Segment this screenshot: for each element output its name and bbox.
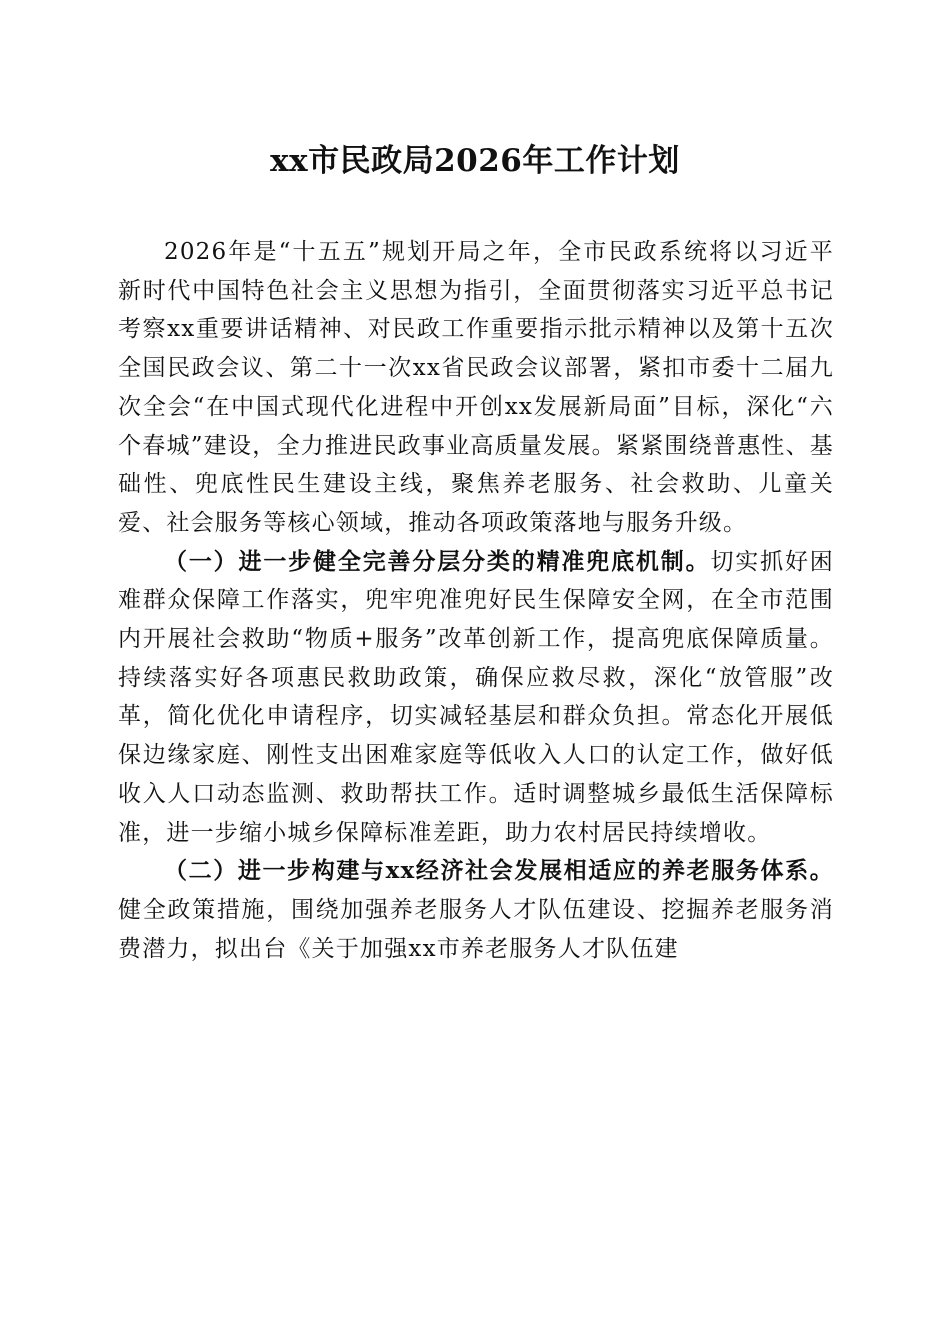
section-heading-1: （一）进一步健全完善分层分类的精准兜底机制。	[164, 547, 711, 575]
section-text-2: 健全政策措施，围绕加强养老服务人才队伍建设、挖掘养老服务消费潜力，拟出台《关于加强xx市养老服务人才队伍建	[118, 896, 834, 962]
document-title: xx市民政局2026年工作计划	[270, 143, 680, 179]
intro-paragraph: 2026年是“十五五”规划开局之年，全市民政系统将以习近平新时代中国特色社会主义思想为指引，全面贯彻落实习近平总书记考察xx重要讲话精神、对民政工作重要指示批示精神以及第十五次全国民政会议、第二十一次xx省民政会议部署，紧扣市委十二届九次全会“在中国式现代化进程中开创xx发展新局面”目标，深化“六个春城”建设，全力推进民政事业高质量发展。紧紧围绕普惠性、基础性、兜底性民生建设主线，聚焦养老服务、社会救助、儿童关爱、社会服务等核心领域，推动各项政策落地与服务升级。	[118, 239, 834, 536]
section-text-1: 切实抓好困难群众保障工作落实，兜牢兜准兜好民生保障安全网，在全市范围内开展社会救助“物质+服务”改革创新工作，提高兜底保障质量。持续落实好各项惠民救助政策，确保应救尽救，深化“放管服”改革，简化优化申请程序，切实减轻基层和群众负担。常态化开展低保边缘家庭、刚性支出困难家庭等低收入人口的认定工作，做好低收入人口动态监测、救助帮扶工作。适时调整城乡最低生活保障标准，进一步缩小城乡保障标准差距，助力农村居民持续增收。	[118, 548, 835, 846]
section-paragraph-1	[118, 543, 834, 853]
section-heading-2: （二）进一步构建与xx经济社会发展相适应的养老服务体系。	[164, 857, 834, 885]
document-body	[118, 233, 834, 968]
section-paragraph-2	[118, 852, 834, 968]
